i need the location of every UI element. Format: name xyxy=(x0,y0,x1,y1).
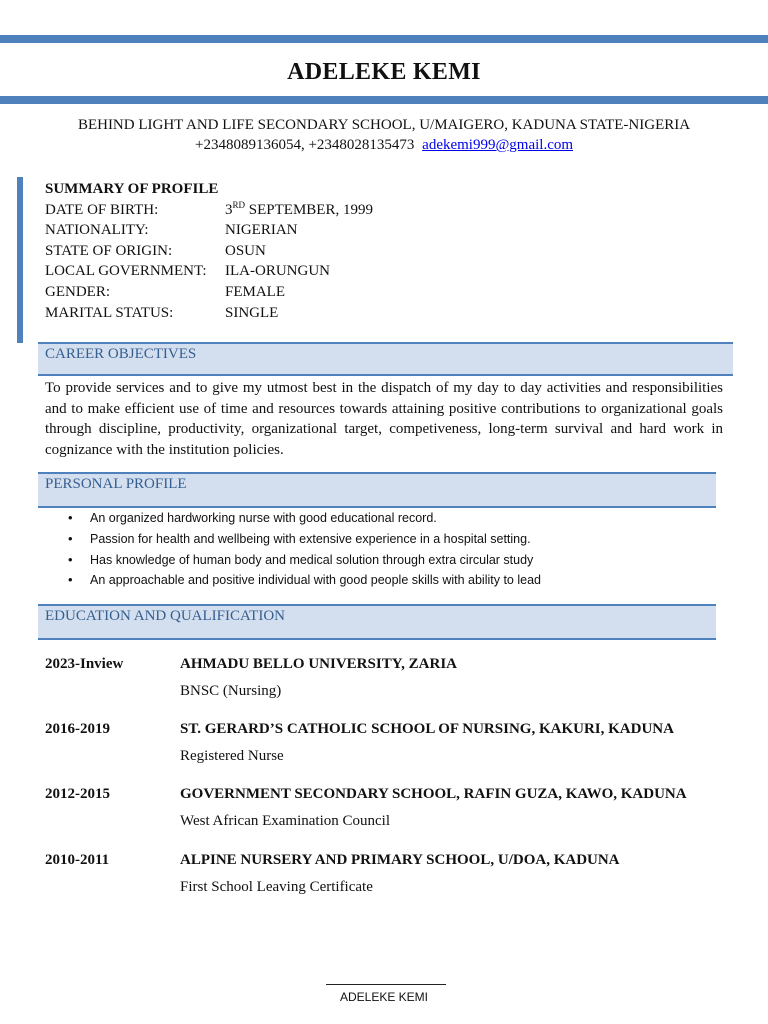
summary-title: SUMMARY OF PROFILE xyxy=(45,181,219,197)
list-item: • Has knowledge of human body and medical solution through extra circular study xyxy=(68,550,541,571)
personal-profile-list xyxy=(68,508,541,591)
summary-value: SINGLE xyxy=(225,304,279,321)
education-credential: First School Leaving Certificate xyxy=(180,879,373,895)
summary-label: NATIONALITY: xyxy=(45,222,149,239)
summary-value: ILA-ORUNGUN xyxy=(225,263,330,280)
summary-row-dob xyxy=(45,199,373,221)
summary-accent-bar xyxy=(17,177,23,343)
career-objectives-text: To provide services and to give my utmost best in the dispatch of my day to day activities and responsibilities and to make efficient use of time and resources towards attaining positive contributions to organizational goals through discipline, productivity, organizational target, competiveness, long-term survival and hard work in cognizance with the institution policies. xyxy=(45,380,723,458)
address-line: BEHIND LIGHT AND LIFE SECONDARY SCHOOL, U/MAIGERO, KADUNA STATE-NIGERIA xyxy=(77,117,691,133)
education-years: 2012-2015 xyxy=(45,786,110,802)
education-years: 2023-Inview xyxy=(45,656,124,672)
education-school: GOVERNMENT SECONDARY SCHOOL, RAFIN GUZA, KAWO, KADUNA xyxy=(180,786,687,802)
list-item: • An approachable and positive individual with good people skills with ability to lead xyxy=(68,570,541,591)
header-top-rule xyxy=(0,35,768,43)
education-school: ALPINE NURSERY AND PRIMARY SCHOOL, U/DOA, KADUNA xyxy=(180,852,620,868)
section-header-personal-profile xyxy=(38,472,716,508)
phone-numbers: +2348089136054, +2348028135473 xyxy=(194,137,415,153)
summary-label: MARITAL STATUS: xyxy=(45,304,174,321)
summary-label: LOCAL GOVERNMENT: xyxy=(45,263,207,280)
dob-ordinal: RD xyxy=(232,199,246,210)
education-credential: Registered Nurse xyxy=(180,748,284,764)
summary-row-gender xyxy=(45,282,285,303)
summary-value xyxy=(225,200,373,221)
contact-line xyxy=(0,137,768,154)
signature-line xyxy=(326,984,446,985)
summary-row-marital-status xyxy=(45,303,279,324)
summary-value: NIGERIAN xyxy=(225,222,298,239)
education-credential: West African Examination Council xyxy=(180,813,390,829)
section-header-education xyxy=(38,604,716,640)
dob-day: 3 xyxy=(225,201,233,218)
summary-row-state-of-origin xyxy=(45,241,266,262)
summary-row-local-government xyxy=(45,261,330,282)
section-heading: EDUCATION AND QUALIFICATION xyxy=(45,608,285,624)
education-credential: BNSC (Nursing) xyxy=(180,683,282,699)
section-header-career-objectives xyxy=(38,342,733,376)
dob-month-year: SEPTEMBER, 1999 xyxy=(245,201,373,218)
list-item: • An organized hardworking nurse with good educational record. xyxy=(68,508,541,529)
summary-of-profile xyxy=(45,179,373,323)
summary-label: STATE OF ORIGIN: xyxy=(45,242,173,259)
header-bottom-rule xyxy=(0,96,768,104)
list-item: • Passion for health and wellbeing with extensive experience in a hospital setting. xyxy=(68,529,541,550)
education-school: AHMADU BELLO UNIVERSITY, ZARIA xyxy=(180,656,457,672)
email-link[interactable]: adekemi999@gmail.com xyxy=(422,137,574,153)
summary-value: FEMALE xyxy=(225,283,285,300)
summary-value: OSUN xyxy=(225,242,266,259)
section-heading: PERSONAL PROFILE xyxy=(45,476,187,492)
summary-row-nationality xyxy=(45,220,298,241)
education-school: ST. GERARD’S CATHOLIC SCHOOL OF NURSING, KAKURI, KADUNA xyxy=(180,721,674,737)
summary-label: GENDER: xyxy=(45,283,110,300)
summary-label: DATE OF BIRTH: xyxy=(45,201,159,218)
candidate-name: ADELEKE KEMI xyxy=(287,59,481,85)
section-heading: CAREER OBJECTIVES xyxy=(45,346,197,362)
education-years: 2016-2019 xyxy=(45,721,110,737)
signature-name: ADELEKE KEMI xyxy=(339,990,429,1004)
education-years: 2010-2011 xyxy=(45,852,110,868)
